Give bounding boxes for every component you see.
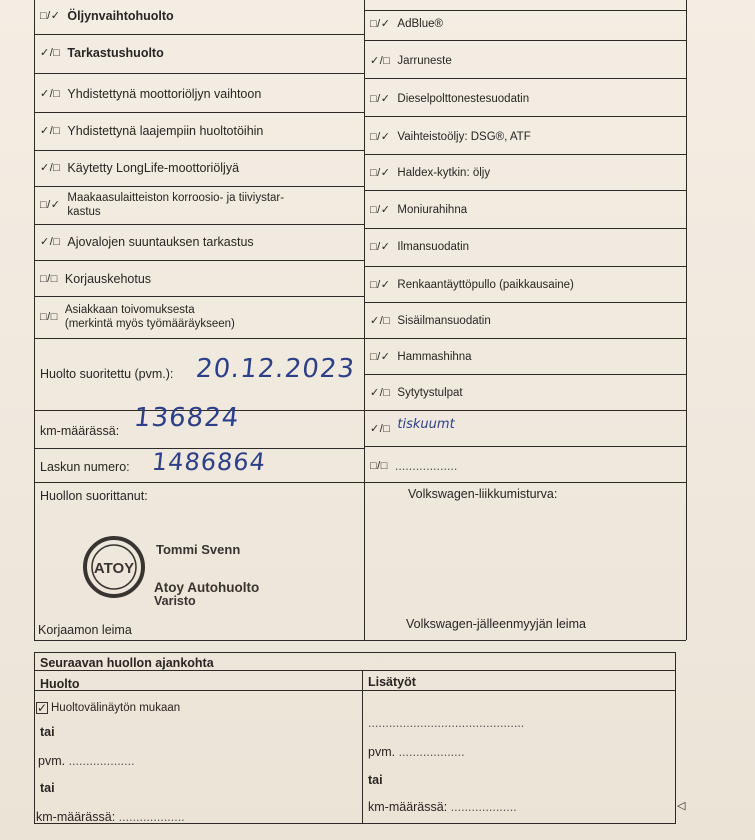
- option-checkbox[interactable]: ✓: [36, 701, 48, 715]
- blank-line[interactable]: ..................: [394, 459, 458, 473]
- km-label: km-määrässä:: [36, 810, 116, 824]
- item-label: Sytytystulpat: [397, 387, 463, 399]
- item-label-line: kastus: [67, 206, 101, 218]
- item-label: Yhdistettynä moottoriöljyn vaihtoon: [67, 87, 262, 101]
- handwritten-extra[interactable]: tiskuumt: [397, 417, 455, 432]
- option-label: Huoltovälinäytön mukaan: [51, 702, 181, 714]
- item-label-line: (merkintä myös työmääräykseen): [64, 318, 235, 330]
- km-value[interactable]: 136824: [132, 403, 241, 433]
- next-km-field[interactable]: [36, 810, 185, 824]
- item-label: Ilmansuodatin: [397, 241, 470, 253]
- extra-km-field[interactable]: [368, 800, 517, 814]
- km-blank[interactable]: ...................: [450, 800, 517, 814]
- km-label: km-määrässä:: [368, 800, 448, 814]
- left-item: [40, 87, 261, 101]
- stamp-company: Atoy Autohuolto: [154, 580, 260, 595]
- service-date-label: Huolto suoritettu (pvm.):: [40, 367, 174, 381]
- stamp-name: Tommi Svenn: [156, 542, 241, 557]
- right-item: [370, 203, 467, 217]
- checkbox-pair[interactable]: ✓/□: [40, 88, 61, 100]
- km-label: km-määrässä:: [40, 424, 120, 438]
- row-divider: [364, 374, 686, 375]
- checkbox-pair[interactable]: □/□: [370, 460, 388, 472]
- row-divider: [34, 186, 364, 187]
- next-service-col-divider: [362, 670, 363, 823]
- item-label: Haldex-kytkin: öljy: [397, 167, 491, 179]
- left-item: [40, 272, 151, 286]
- right-item: [370, 166, 490, 180]
- item-label: Jarruneste: [397, 55, 452, 67]
- vw-dealer-stamp-label: Volkswagen-jälleenmyyjän leima: [406, 617, 586, 631]
- left-item: [40, 161, 239, 175]
- checkbox-pair[interactable]: ✓/□: [40, 47, 61, 59]
- checkbox-pair[interactable]: ✓/□: [40, 236, 61, 248]
- next-service-box: [34, 652, 676, 824]
- row-divider: [34, 112, 364, 113]
- row-divider: [34, 260, 364, 261]
- row-divider: [364, 116, 686, 117]
- checkbox-pair[interactable]: □/✓: [370, 351, 391, 363]
- item-label: Moniurahihna: [397, 204, 468, 216]
- row-divider: [364, 266, 686, 267]
- company-stamp: [82, 535, 312, 615]
- pvm-label: pvm.: [368, 745, 396, 759]
- pvm-blank[interactable]: ...................: [398, 745, 465, 759]
- pvm-label: pvm.: [38, 754, 66, 768]
- row-divider: [34, 338, 364, 339]
- row-divider: [364, 338, 686, 339]
- item-label-line: Asiakkaan toivomuksesta: [64, 304, 195, 316]
- checkbox-pair[interactable]: □/□: [40, 311, 58, 323]
- checkbox-pair[interactable]: □/□: [40, 273, 58, 285]
- row-divider: [34, 296, 364, 297]
- next-service-col-service: Huolto: [40, 677, 80, 691]
- extra-pvm-field[interactable]: [368, 745, 465, 759]
- stamp-city: Varisto: [154, 594, 196, 608]
- checkbox-pair[interactable]: □/✓: [370, 241, 391, 253]
- or-text: tai: [40, 781, 55, 795]
- right-item: [370, 240, 469, 254]
- performer-label: Huollon suorittanut:: [40, 489, 148, 503]
- grid-top-right-line: [364, 10, 686, 11]
- item-label: Ajovalojen suuntauksen tarkastus: [67, 235, 254, 249]
- pvm-blank[interactable]: ...................: [68, 754, 135, 768]
- grid-outer-right: [686, 0, 687, 640]
- left-item: [40, 303, 235, 331]
- checkbox-pair[interactable]: □/✓: [370, 131, 391, 143]
- right-item: [370, 17, 443, 31]
- checkbox-pair[interactable]: ✓/□: [370, 387, 391, 399]
- item-label: Sisäilmansuodatin: [397, 315, 491, 327]
- right-item: [370, 130, 531, 144]
- checkbox-pair[interactable]: □/✓: [40, 10, 61, 22]
- left-item: [40, 9, 174, 23]
- or-text: tai: [368, 773, 383, 787]
- left-item: [40, 235, 254, 249]
- row-divider: [364, 446, 686, 447]
- left-item: [40, 124, 263, 138]
- row-divider: [34, 150, 364, 151]
- right-item: [370, 459, 457, 473]
- item-label: Renkaantäyttöpullo (paikkausaine): [397, 279, 574, 291]
- item-label-line: Maakaasulaitteiston korroosio- ja tiiviystar-: [67, 192, 285, 204]
- item-label: Käytetty LongLife-moottoriöljyä: [67, 161, 240, 175]
- checkbox-pair[interactable]: □/✓: [370, 279, 391, 291]
- item-label: Korjauskehotus: [64, 272, 152, 286]
- row-divider: [34, 224, 364, 225]
- row-divider: [364, 228, 686, 229]
- invoice-value[interactable]: 1486864: [150, 448, 268, 476]
- shop-stamp-label: Korjaamon leima: [38, 623, 132, 637]
- row-divider: [364, 40, 686, 41]
- item-label: [67, 191, 284, 219]
- right-item: [370, 314, 491, 328]
- checkbox-pair[interactable]: ✓/□: [370, 315, 391, 327]
- next-pvm-field[interactable]: [38, 754, 135, 768]
- checkbox-pair[interactable]: ✓/□: [370, 423, 391, 435]
- item-label: [65, 303, 235, 331]
- row-divider: [364, 78, 686, 79]
- item-label: Vaihteistoöljy: DSG®, ATF: [397, 131, 531, 143]
- checkbox-pair[interactable]: □/✓: [370, 93, 391, 105]
- right-item: [370, 54, 452, 68]
- right-item: [370, 350, 472, 364]
- checkbox-pair[interactable]: □/✓: [370, 204, 391, 216]
- grid-bottom-line: [34, 640, 686, 641]
- checkbox-pair[interactable]: ✓/□: [40, 162, 61, 174]
- next-service-title-line: [34, 670, 676, 671]
- checkbox-pair[interactable]: ✓/□: [40, 125, 61, 137]
- item-label: AdBlue®: [397, 18, 443, 30]
- extra-work-blank[interactable]: .............................................: [368, 716, 525, 730]
- item-label: Hammashihna: [397, 351, 472, 363]
- checkbox-pair[interactable]: □/✓: [370, 167, 391, 179]
- item-label: Öljynvaihtohuolto: [67, 9, 174, 23]
- service-date-value[interactable]: 20.12.2023: [194, 354, 357, 384]
- right-item: [370, 386, 463, 400]
- row-divider: [34, 73, 364, 74]
- next-service-title: Seuraavan huollon ajankohta: [40, 656, 214, 670]
- grid-middle-divider: [364, 0, 365, 640]
- svg-text:ATOY: ATOY: [93, 560, 135, 577]
- checkbox-pair[interactable]: □/✓: [40, 199, 61, 211]
- item-label: Yhdistettynä laajempiin huoltotöihin: [67, 124, 264, 138]
- row-divider: [364, 190, 686, 191]
- atoy-logo-icon: [82, 535, 146, 599]
- item-label: Dieselpolttonestesuodatin: [397, 93, 530, 105]
- right-item: [370, 278, 574, 292]
- corner-triangle-icon: ◁: [677, 800, 686, 812]
- right-item: [370, 92, 529, 106]
- left-item: [40, 46, 164, 60]
- left-item: [40, 191, 284, 219]
- km-blank[interactable]: ...................: [118, 810, 185, 824]
- grid-outer-left: [34, 0, 35, 640]
- next-service-option: [36, 701, 180, 715]
- row-divider: [34, 482, 686, 483]
- row-divider: [364, 410, 686, 411]
- item-label: Tarkastushuolto: [67, 46, 164, 60]
- next-service-header-line: [34, 690, 676, 691]
- checkbox-pair[interactable]: ✓/□: [370, 55, 391, 67]
- row-divider: [34, 34, 364, 35]
- vw-guarantee-label: Volkswagen-liikkumisturva:: [408, 487, 558, 501]
- invoice-label: Laskun numero:: [40, 460, 130, 474]
- row-divider: [364, 154, 686, 155]
- or-text: tai: [40, 725, 55, 739]
- row-divider: [364, 302, 686, 303]
- checkbox-pair[interactable]: □/✓: [370, 18, 391, 30]
- right-item: [370, 417, 455, 436]
- next-service-col-extra: Lisätyöt: [368, 675, 416, 689]
